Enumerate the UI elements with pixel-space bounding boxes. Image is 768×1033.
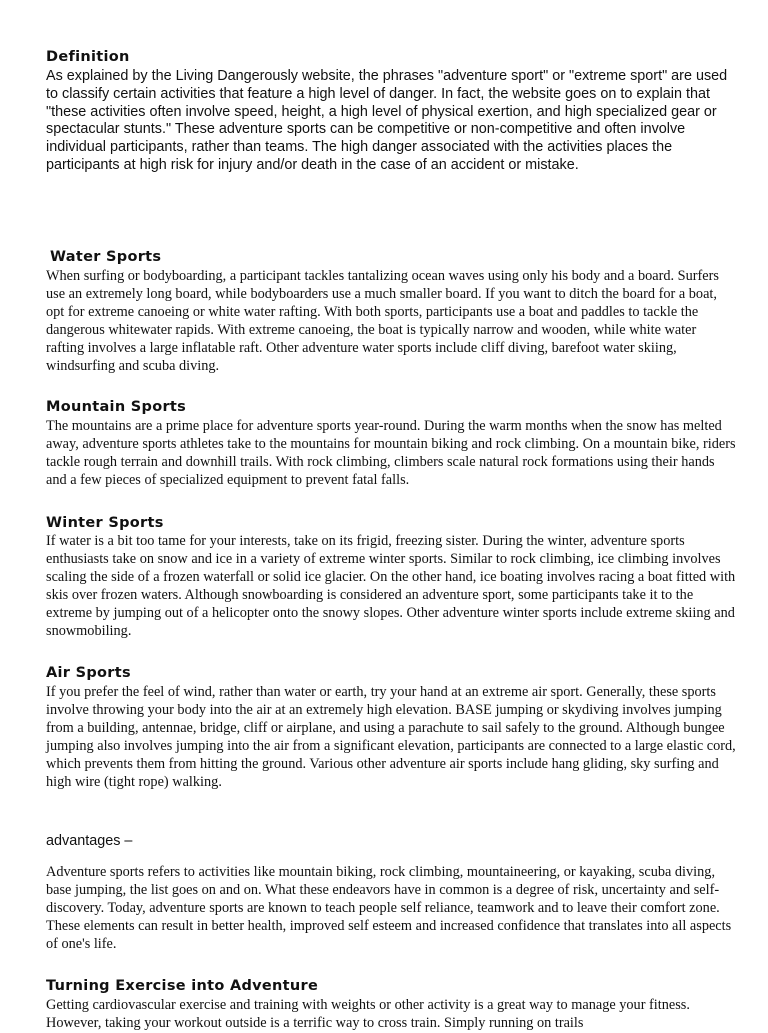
mountain-sports-paragraph: The mountains are a prime place for adventure sports year-round. During the warm months when the snow has melted away, adventure sports athletes take to the mountains for mountain biking and rock climbing. On a mountain bike, riders tackle rough terrain and downhill trails. With rock climbing, climbers scale natural rock formations using their hands and a few pieces of specialized equipment to prevent fatal falls. (46, 418, 736, 488)
water-sports-paragraph: When surfing or bodyboarding, a participant tackles tantalizing ocean waves using only his body and a board. Surfers use an extremely long board, while bodyboarders use a much smaller board. If you want to ditch the board for a boat, opt for extreme canoeing or white water rafting. With both sports, participants use a boat and paddles to tackle the dangerous whitewater rapids. With extreme canoeing, the boat is typically narrow and wooden, while white water rafting involves a large inflatable raft. Other adventure water sports include cliff diving, barefoot water skiing, windsurfing and scuba diving. (46, 268, 719, 374)
winter-sports-paragraph: If water is a bit too tame for your interests, take on its frigid, freezing sister. During the winter, adventure sports enthusiasts take on snow and ice in a variety of extreme winter sports. Similar to rock climbing, ice climbing involves scaling the side of a frozen waterfall or solid ice glacier. On the other hand, ice boating involves racing a boat fitted with skis over frozen waters. Although snowboarding is considered an adventure sport, some participants take it to the extreme by jumping out of a helicopter onto the snowy slopes. Other adventure winter sports include extreme skiing and snowmobiling. (46, 533, 736, 639)
air-sports-paragraph: If you prefer the feel of wind, rather than water or earth, try your hand at an extreme air sport. Generally, these sports involve throwing your body into the air at an extremely high elevation. BASE jumping or skydiving involves jumping from a building, antennae, bridge, cliff or airplane, and using a parachute to sail safely to the ground. Although bungee jumping also involves jumping into the air from a significant elevation, participants are connected to a large elastic cord, which prevents them from hitting the ground. Various other adventure air sports include hang gliding, sky surfing and high wire (tight rope) walking. (46, 684, 736, 790)
definition-paragraph: As explained by the Living Dangerously website, the phrases "adventure sport" or "extreme sport" are used to classify certain activities that feature a high level of danger. In fact, the website goes on to explain that "these activities often involve speed, height, a high level of physical exertion, and high specialized gear or spectacular stunts." These adventure sports can be competitive or non-competitive and often involve individual participants, rather than teams. The high danger associated with the activities places the participants at high risk for injury and/or death in the case of an accident or mistake. (46, 68, 728, 173)
mountain-sports-heading: Mountain Sports (46, 399, 187, 415)
advantages-paragraph: Adventure sports refers to activities like mountain biking, rock climbing, mountaineering, or kayaking, scuba diving, base jumping, the list goes on and on. What these endeavors have in common is a degree of risk, uncertainty and self-discovery. Today, adventure sports are known to teach people self reliance, teamwork and to leave their comfort zone. These elements can result in better health, improved self esteem and increased confidence that translates into all aspects of one's life. (46, 864, 732, 952)
definition-heading: Definition (46, 49, 130, 65)
water-sports-heading: Water Sports (50, 249, 162, 265)
winter-sports-heading: Winter Sports (46, 515, 164, 531)
turning-exercise-heading: Turning Exercise into Adventure (46, 978, 319, 994)
air-sports-heading: Air Sports (46, 665, 131, 681)
advantages-label: advantages – (46, 833, 133, 849)
turning-exercise-paragraph: Getting cardiovascular exercise and training with weights or other activity is a great way to manage your fitness. However, taking your workout outside is a terrific way to cross train. Simply running on trails (46, 997, 690, 1031)
